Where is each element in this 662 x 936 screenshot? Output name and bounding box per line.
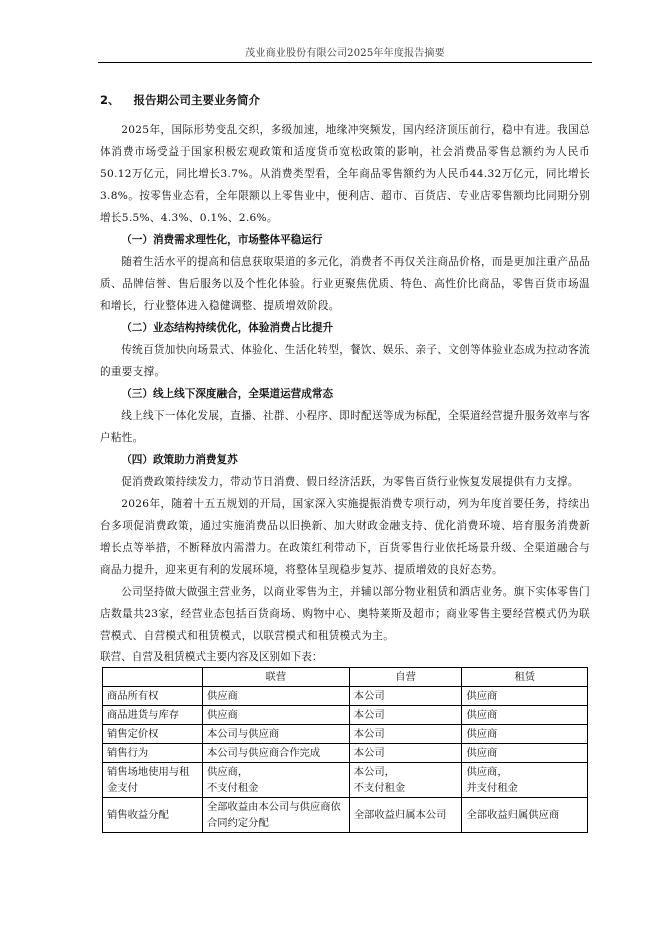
header-cell-empty <box>103 668 203 687</box>
section-number: 2、 <box>100 93 120 107</box>
table-cell: 本公司 <box>349 725 462 744</box>
table-cell: 本公司 <box>349 744 462 763</box>
table-cell: 本公司与供应商合作完成 <box>202 744 349 763</box>
header-cell-self: 自营 <box>349 668 462 687</box>
table-cell: 供应商 <box>462 725 588 744</box>
table-row <box>103 744 588 763</box>
row-label: 商品进货与库存 <box>103 706 203 725</box>
row-label: 商品所有权 <box>103 687 203 706</box>
table-cell: 供应商 <box>462 706 588 725</box>
subsection-heading-3: （三）线上线下深度融合，全渠道运营成常态 <box>121 388 334 400</box>
company-paragraph: 公司坚持做大做强主营业务，以商业零售为主，并辅以部分物业租赁和酒店业务。旗下实体零售门店数量共23家，经营业态包括百货商场、购物中心、奥特莱斯及超市；商业零售主要经营模式仍为联营模式、自营模式和租赁模式，以联营模式和租赁模式为主。 <box>100 586 590 642</box>
table-cell: 本公司 <box>349 706 462 725</box>
table-cell: 全部收益归属本公司 <box>349 798 462 833</box>
subsection-body-1: 随着生活水平的提高和信息获取渠道的多元化，消费者不再仅关注商品价格，而是更加注重产品品质、品牌信誉、售后服务以及个性化体验。行业更聚焦优质、特色、高性价比商品，零售百货市场温和增长，行业整体进入稳健调整、提质增效阶段。 <box>100 256 590 312</box>
policy-paragraph: 2026年，随着十五五规划的开局，国家深入实施提振消费专项行动，列为年度首要任务，持续出台多项促消费政策，通过实施消费品以旧换新、加大财政金融支持、优化消费环境、培育服务消费新增长点等举措，不断释放内需潜力。在政策红利带动下，百货零售行业依托场景升级、全渠道融合与商品力提升，迎来更有利的发展环境，将整体呈现稳步复苏、提质增效的良好态势。 <box>100 498 590 576</box>
table-cell: 本公司与供应商 <box>202 725 349 744</box>
business-model-table <box>102 667 588 833</box>
table-row <box>103 763 588 798</box>
row-label: 销售行为 <box>103 744 203 763</box>
header-divider <box>98 62 592 63</box>
table-cell: 供应商 <box>202 687 349 706</box>
table-cell: 供应商 <box>462 687 588 706</box>
intro-paragraph: 2025年，国际形势变乱交织，多级加速，地缘冲突频发，国内经济顶压前行，稳中有进。我国总体消费市场受益于国家积极宏观政策和适度货币宽松政策的影响，社会消费品零售总额约为人民币50.12万亿元，同比增长3.7%。从消费类型看，全年商品零售额约为人民币44.32万亿元，同比增长3.8%。按零售业态看，全年限额以上零售业中，便利店、超市、百货店、专业店零售额均比同期分别增长5.5%、4.3%、0.1%、2.6%。 <box>100 124 590 224</box>
header-cell-joint: 联营 <box>202 668 349 687</box>
row-label: 销售定价权 <box>103 725 203 744</box>
table-cell: 供应商 <box>202 706 349 725</box>
table-cell: 本公司 <box>349 687 462 706</box>
row-label: 销售收益分配 <box>103 798 203 833</box>
subsection-body-3: 线上线下一体化发展，直播、社群、小程序、即时配送等成为标配，全渠道经营提升服务效率与客户粘性。 <box>100 410 590 444</box>
subsection-heading-1: （一）消费需求理性化，市场整体平稳运行 <box>121 234 323 246</box>
table-cell: 供应商， 不支付租金 <box>202 763 349 798</box>
table-row <box>103 798 588 833</box>
main-content <box>100 92 590 833</box>
table-row <box>103 687 588 706</box>
table-row <box>103 706 588 725</box>
table-cell: 全部收益由本公司与供应商依合同约定分配 <box>202 798 349 833</box>
table-cell: 供应商 <box>462 744 588 763</box>
subsection-body-2: 传统百货加快向场景式、体验化、生活化转型，餐饮、娱乐、亲子、文创等体验业态成为拉动客流的重要支撑。 <box>100 344 590 378</box>
table-cell: 供应商， 并支付租金 <box>462 763 588 798</box>
section-title: 报告期公司主要业务简介 <box>133 93 261 107</box>
table-header-row <box>103 668 588 687</box>
table-cell: 全部收益归属供应商 <box>462 798 588 833</box>
subsection-heading-2: （二）业态结构持续优化，体验消费占比提升 <box>121 322 334 334</box>
table-cell: 本公司， 不支付租金 <box>349 763 462 798</box>
section-heading <box>100 92 590 108</box>
table-row <box>103 725 588 744</box>
table-caption: 联营、自营及租赁模式主要内容及区别如下表： <box>100 651 323 663</box>
subsection-body-4: 促消费政策持续发力，带动节日消费、假日经济活跃，为零售百货行业恢复发展提供有力支撑。 <box>121 476 579 488</box>
row-label: 销售场地使用与租金支付 <box>103 763 203 798</box>
running-header: 茂业商业股份有限公司2025年年度报告摘要 <box>245 48 445 59</box>
subsection-heading-4: （四）政策助力消费复苏 <box>121 454 238 466</box>
header-cell-lease: 租赁 <box>462 668 588 687</box>
